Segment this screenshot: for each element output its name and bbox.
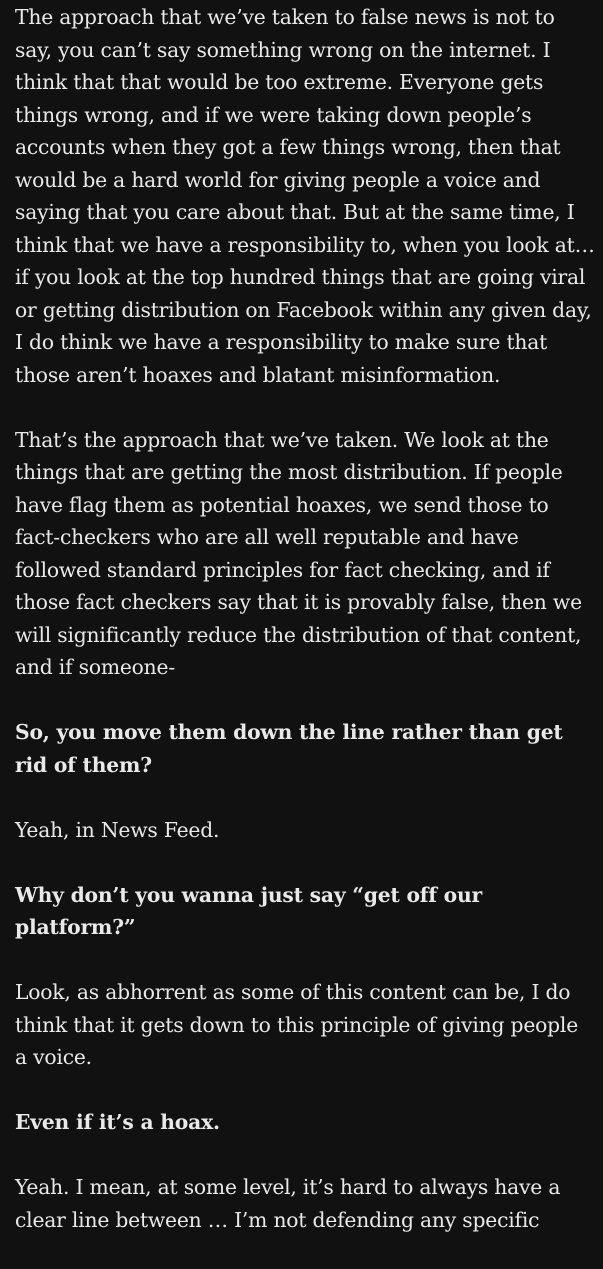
answer-paragraph: Yeah. I mean, at some level, it’s hard to always have a clear line between … I’m not defending any specific [15,1175,561,1232]
question-paragraph: So, you move them down the line rather than get rid of them? [15,720,563,777]
interview-article [15,0,595,1269]
question-paragraph: Why don’t you wanna just say “get off our platform?” [15,882,483,939]
answer-paragraph: That’s the approach that we’ve taken. We look at the things that are getting the most distribution. If people have flag them as potential hoaxes, we send those to fact-checkers who are all well reputable and have followed standard principles for fact checking, and if those fact checkers say that it is provably false, then we will significantly reduce the distribution of that content, and if someone- [15,427,582,679]
answer-paragraph: Yeah, in News Feed. [15,817,220,842]
answer-paragraph: Look, as abhorrent as some of this content can be, I do think that it gets down to this principle of giving people a voice. [15,980,579,1069]
answer-paragraph: The approach that we’ve taken to false news is not to say, you can’t say something wrong on the internet. I think that that would be too extreme. Everyone gets things wrong, and if we were taking down people’s accounts when they got a few things wrong, then that would be a hard world for giving people a voice and saying that you care about that. But at the same time, I think that we have a responsibility to, when you look at… if you look at the top hundred things that are going viral or getting distribution on Facebook within any given day, I do think we have a responsibility to make sure that those aren’t hoaxes and blatant misinformation. [15,5,595,387]
question-paragraph: Even if it’s a hoax. [15,1110,220,1134]
